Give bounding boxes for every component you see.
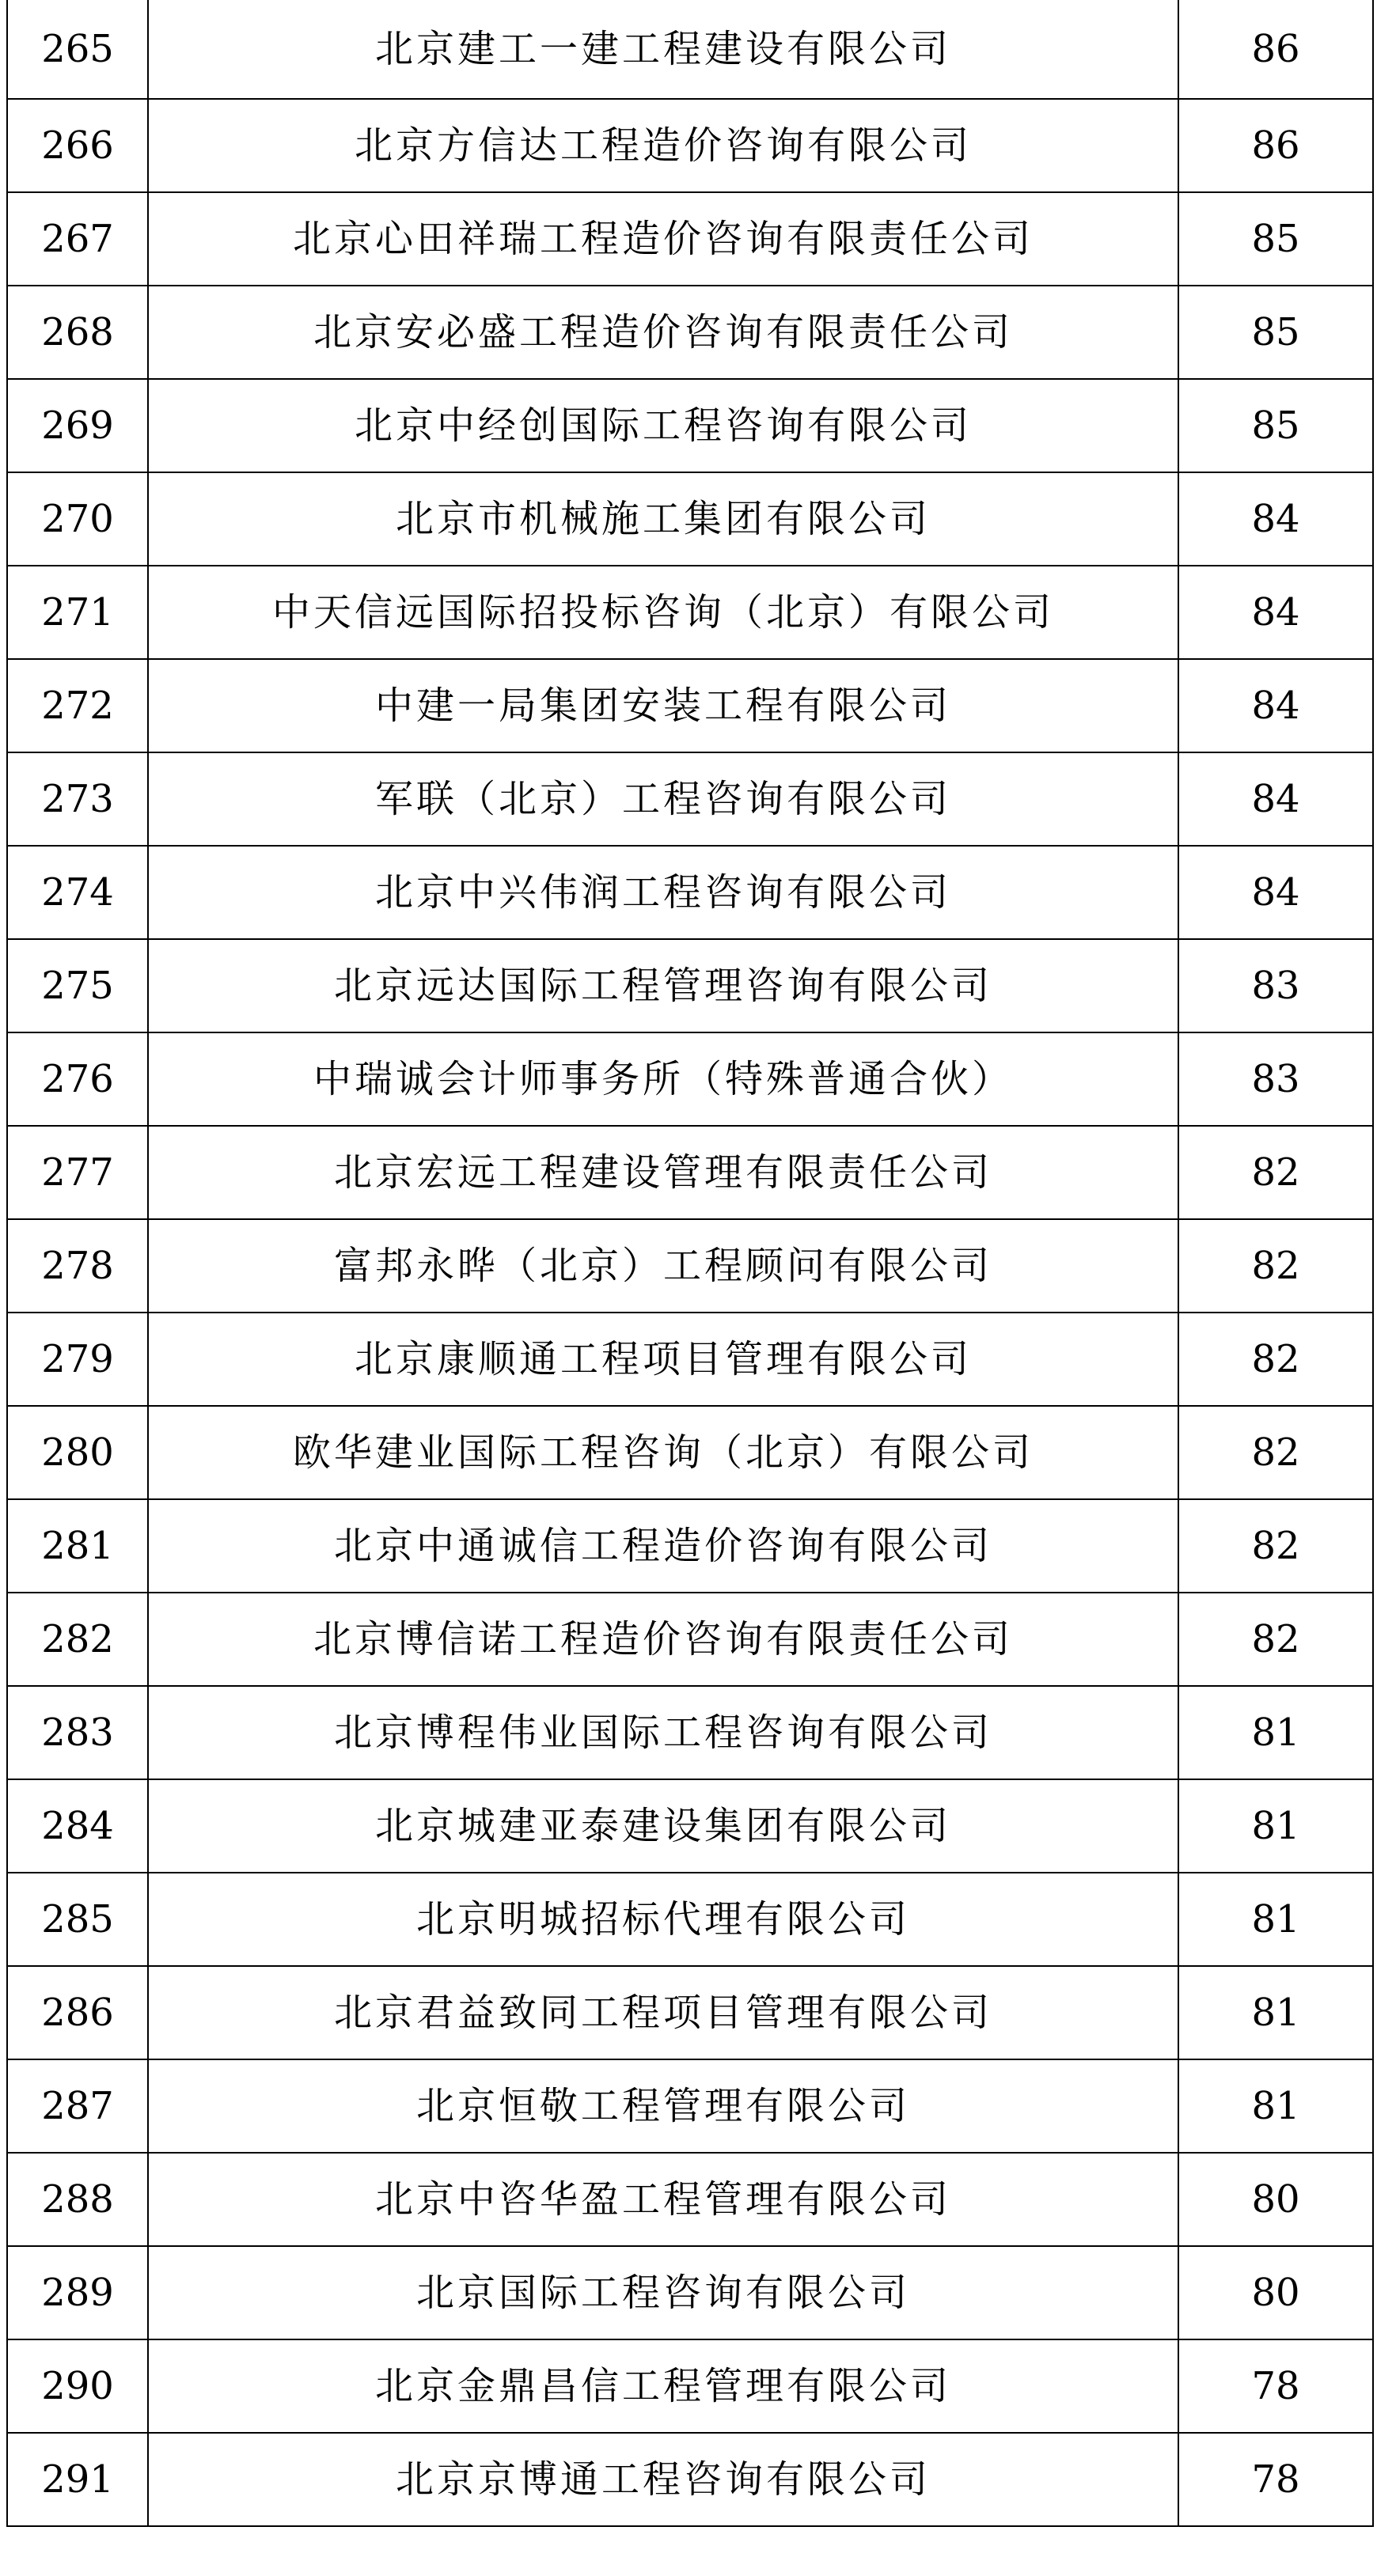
table-row <box>7 2339 1373 2433</box>
company-name-cell: 中天信远国际招投标咨询（北京）有限公司 <box>148 566 1178 659</box>
company-name-cell: 北京安必盛工程造价咨询有限责任公司 <box>148 286 1178 379</box>
table-body <box>7 0 1373 2526</box>
row-number-cell: 266 <box>7 99 148 192</box>
row-number-cell: 280 <box>7 1406 148 1499</box>
score-cell: 82 <box>1178 1126 1373 1219</box>
company-name-cell: 北京明城招标代理有限公司 <box>148 1873 1178 1966</box>
table-row <box>7 1966 1373 2059</box>
table-row <box>7 2153 1373 2246</box>
company-name-cell: 北京中经创国际工程咨询有限公司 <box>148 379 1178 472</box>
row-number-cell: 279 <box>7 1313 148 1406</box>
score-cell: 80 <box>1178 2153 1373 2246</box>
company-name-cell: 中建一局集团安装工程有限公司 <box>148 659 1178 752</box>
table-row <box>7 472 1373 566</box>
company-name-cell: 北京中通诚信工程造价咨询有限公司 <box>148 1499 1178 1593</box>
row-number-cell: 265 <box>7 0 148 99</box>
score-cell: 78 <box>1178 2433 1373 2526</box>
company-name-cell: 北京宏远工程建设管理有限责任公司 <box>148 1126 1178 1219</box>
table-row <box>7 846 1373 939</box>
row-number-cell: 288 <box>7 2153 148 2246</box>
row-number-cell: 269 <box>7 379 148 472</box>
row-number-cell: 273 <box>7 752 148 846</box>
row-number-cell: 277 <box>7 1126 148 1219</box>
table-row <box>7 1406 1373 1499</box>
row-number-cell: 284 <box>7 1779 148 1873</box>
company-name-cell: 北京建工一建工程建设有限公司 <box>148 0 1178 99</box>
table-row <box>7 1779 1373 1873</box>
table-row <box>7 752 1373 846</box>
score-cell: 84 <box>1178 659 1373 752</box>
row-number-cell: 291 <box>7 2433 148 2526</box>
company-name-cell: 北京康顺通工程项目管理有限公司 <box>148 1313 1178 1406</box>
score-cell: 86 <box>1178 0 1373 99</box>
company-name-cell: 北京中兴伟润工程咨询有限公司 <box>148 846 1178 939</box>
score-cell: 84 <box>1178 846 1373 939</box>
score-cell: 82 <box>1178 1219 1373 1313</box>
score-cell: 85 <box>1178 192 1373 286</box>
ranking-table <box>6 0 1374 2527</box>
table-row <box>7 0 1373 99</box>
table-row <box>7 566 1373 659</box>
table-row <box>7 2059 1373 2153</box>
table-row <box>7 659 1373 752</box>
company-name-cell: 北京君益致同工程项目管理有限公司 <box>148 1966 1178 2059</box>
score-cell: 81 <box>1178 2059 1373 2153</box>
row-number-cell: 282 <box>7 1593 148 1686</box>
table-row <box>7 1686 1373 1779</box>
table-row <box>7 192 1373 286</box>
score-cell: 85 <box>1178 286 1373 379</box>
score-cell: 81 <box>1178 1966 1373 2059</box>
score-cell: 82 <box>1178 1406 1373 1499</box>
company-name-cell: 北京市机械施工集团有限公司 <box>148 472 1178 566</box>
table-row <box>7 1032 1373 1126</box>
score-cell: 80 <box>1178 2246 1373 2339</box>
row-number-cell: 267 <box>7 192 148 286</box>
company-name-cell: 中瑞诚会计师事务所（特殊普通合伙） <box>148 1032 1178 1126</box>
score-cell: 82 <box>1178 1593 1373 1686</box>
score-cell: 81 <box>1178 1873 1373 1966</box>
score-cell: 83 <box>1178 1032 1373 1126</box>
table-row <box>7 1219 1373 1313</box>
row-number-cell: 290 <box>7 2339 148 2433</box>
row-number-cell: 285 <box>7 1873 148 1966</box>
company-name-cell: 北京国际工程咨询有限公司 <box>148 2246 1178 2339</box>
company-name-cell: 北京博信诺工程造价咨询有限责任公司 <box>148 1593 1178 1686</box>
table-row <box>7 939 1373 1032</box>
row-number-cell: 287 <box>7 2059 148 2153</box>
table-row <box>7 286 1373 379</box>
row-number-cell: 274 <box>7 846 148 939</box>
company-name-cell: 北京博程伟业国际工程咨询有限公司 <box>148 1686 1178 1779</box>
company-name-cell: 北京远达国际工程管理咨询有限公司 <box>148 939 1178 1032</box>
score-cell: 84 <box>1178 752 1373 846</box>
company-name-cell: 北京方信达工程造价咨询有限公司 <box>148 99 1178 192</box>
row-number-cell: 289 <box>7 2246 148 2339</box>
score-cell: 85 <box>1178 379 1373 472</box>
table-row <box>7 1873 1373 1966</box>
score-cell: 83 <box>1178 939 1373 1032</box>
company-name-cell: 北京京博通工程咨询有限公司 <box>148 2433 1178 2526</box>
table-row <box>7 99 1373 192</box>
company-name-cell: 富邦永晔（北京）工程顾问有限公司 <box>148 1219 1178 1313</box>
score-cell: 82 <box>1178 1499 1373 1593</box>
table-row <box>7 2433 1373 2526</box>
company-name-cell: 北京城建亚泰建设集团有限公司 <box>148 1779 1178 1873</box>
row-number-cell: 278 <box>7 1219 148 1313</box>
row-number-cell: 286 <box>7 1966 148 2059</box>
row-number-cell: 276 <box>7 1032 148 1126</box>
table-row <box>7 1593 1373 1686</box>
score-cell: 78 <box>1178 2339 1373 2433</box>
row-number-cell: 268 <box>7 286 148 379</box>
row-number-cell: 281 <box>7 1499 148 1593</box>
score-cell: 84 <box>1178 566 1373 659</box>
score-cell: 82 <box>1178 1313 1373 1406</box>
row-number-cell: 275 <box>7 939 148 1032</box>
company-name-cell: 军联（北京）工程咨询有限公司 <box>148 752 1178 846</box>
score-cell: 81 <box>1178 1686 1373 1779</box>
row-number-cell: 270 <box>7 472 148 566</box>
company-name-cell: 北京恒敬工程管理有限公司 <box>148 2059 1178 2153</box>
table-row <box>7 1126 1373 1219</box>
score-cell: 84 <box>1178 472 1373 566</box>
company-name-cell: 北京金鼎昌信工程管理有限公司 <box>148 2339 1178 2433</box>
table-row <box>7 1313 1373 1406</box>
company-name-cell: 北京心田祥瑞工程造价咨询有限责任公司 <box>148 192 1178 286</box>
row-number-cell: 283 <box>7 1686 148 1779</box>
company-name-cell: 北京中咨华盈工程管理有限公司 <box>148 2153 1178 2246</box>
row-number-cell: 271 <box>7 566 148 659</box>
score-cell: 86 <box>1178 99 1373 192</box>
table-row <box>7 379 1373 472</box>
company-name-cell: 欧华建业国际工程咨询（北京）有限公司 <box>148 1406 1178 1499</box>
table-row <box>7 1499 1373 1593</box>
table-row <box>7 2246 1373 2339</box>
row-number-cell: 272 <box>7 659 148 752</box>
score-cell: 81 <box>1178 1779 1373 1873</box>
